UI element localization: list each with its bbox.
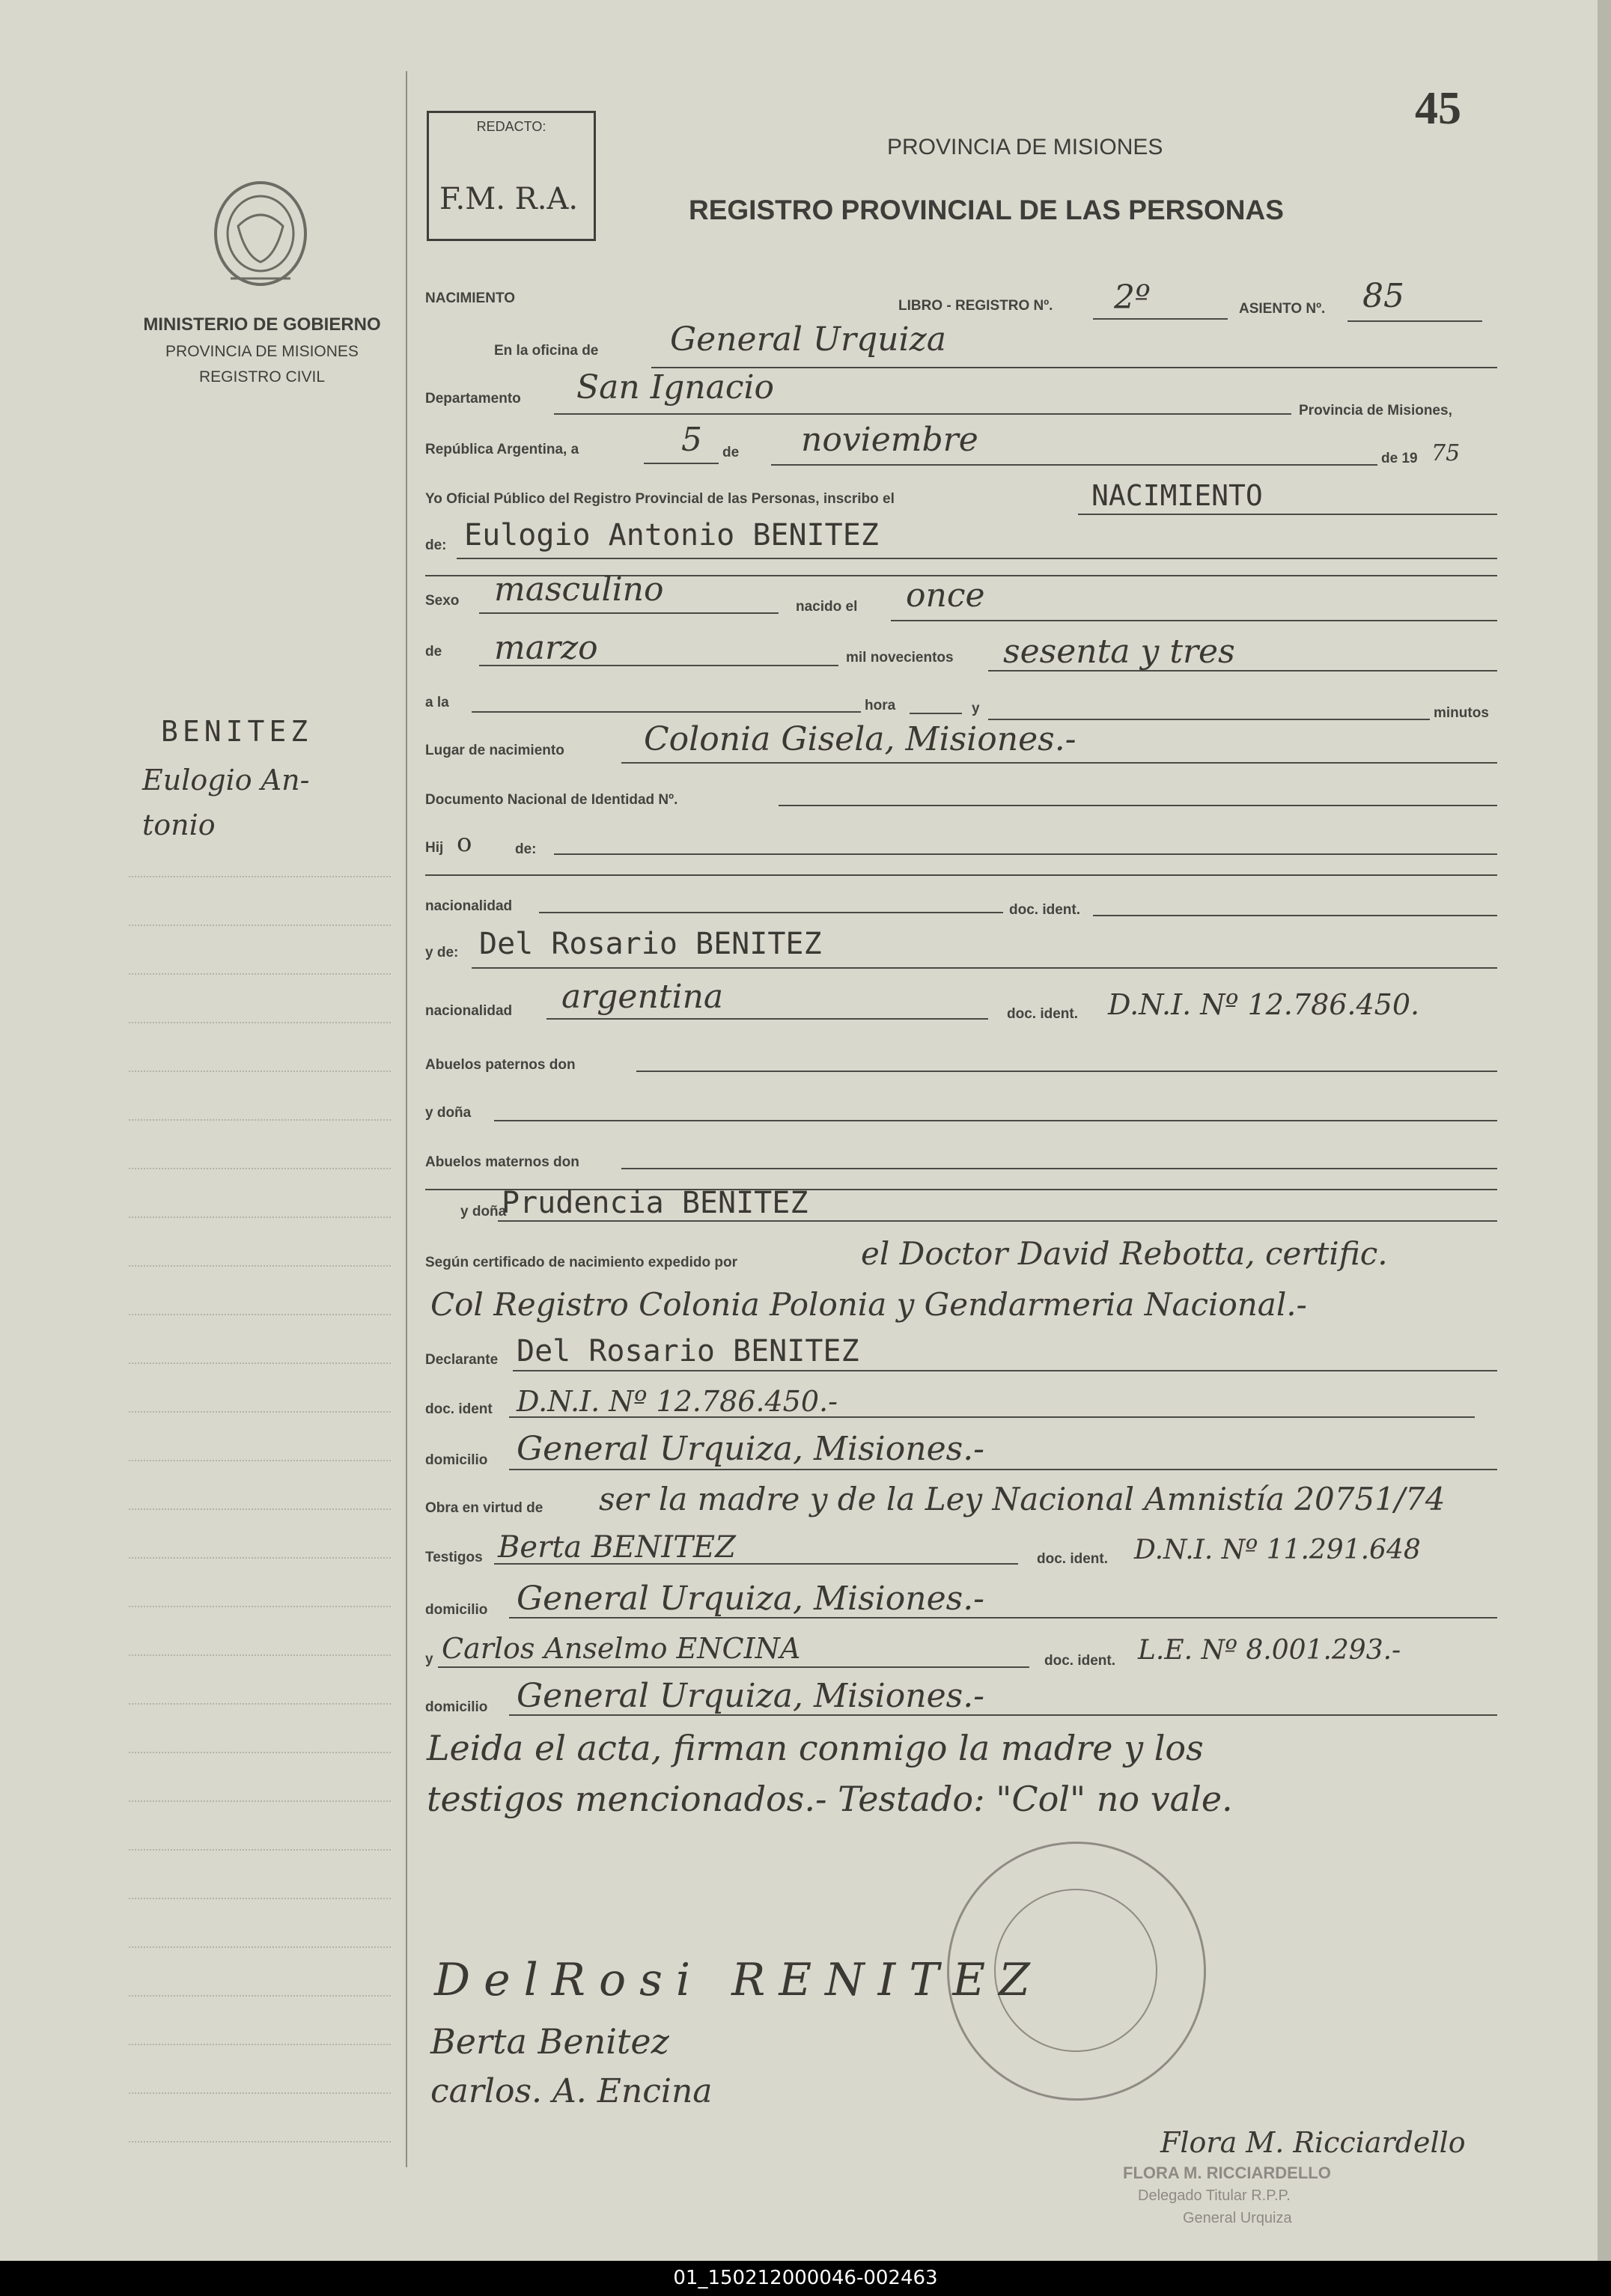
hijo-value: o: [457, 828, 472, 858]
margin-note-line1: BENITEZ: [161, 715, 313, 748]
testigo1-value: Berta BENITEZ: [498, 1530, 736, 1565]
stamp-line1: FLORA M. RICCIARDELLO: [1123, 2163, 1331, 2182]
docident3-value: D.N.I. Nº 12.786.450.-: [517, 1385, 838, 1418]
margin-rule: [129, 2092, 391, 2094]
de3-label: de: [425, 644, 442, 660]
ministry-line2: PROVINCIA DE MISIONES: [165, 343, 359, 360]
ministry-line3: REGISTRO CIVIL: [198, 368, 326, 386]
yde-label: y de:: [425, 945, 459, 960]
dni-line: [779, 805, 1497, 806]
nombre-line: [457, 558, 1497, 559]
sexo-line: [479, 612, 779, 614]
margin-rule: [129, 1606, 391, 1607]
madre-line: [472, 967, 1497, 969]
docident-line: [1093, 915, 1497, 916]
margin-rule: [129, 2141, 391, 2143]
page-number: 45: [1415, 83, 1461, 134]
abuela-mat-line: [498, 1220, 1497, 1222]
docident2-label: doc. ident.: [1007, 1006, 1078, 1022]
minutos-label: minutos: [1434, 705, 1489, 721]
margin-rule: [129, 1946, 391, 1948]
de4-label: de:: [515, 841, 537, 857]
margin-rule: [129, 1752, 391, 1753]
domicilio3-line: [509, 1714, 1497, 1716]
domicilio2-line: [509, 1617, 1497, 1619]
declarante-label: Declarante: [425, 1352, 499, 1368]
ydona2-label: y doña: [460, 1204, 507, 1219]
domicilio-line: [509, 1469, 1497, 1470]
y-label: y: [972, 701, 980, 716]
ydona-label: y doña: [425, 1105, 472, 1121]
oficial-value: NACIMIENTO: [1091, 479, 1263, 512]
de2-label: de:: [425, 538, 447, 553]
dia-line: [644, 463, 719, 464]
signature-witness1: Berta Benitez: [430, 2021, 669, 2062]
abuelos-mat-line: [621, 1168, 1497, 1169]
hijo-label: Hij: [425, 840, 444, 856]
margin-rule: [129, 973, 391, 975]
signature-mother: DelRosi RENITEZ: [434, 1954, 1044, 2006]
margin-note-line2: Eulogio An-: [142, 764, 310, 797]
declarante-value: Del Rosario BENITEZ: [517, 1334, 859, 1368]
stamp-line3: General Urquiza: [1183, 2210, 1292, 2226]
provincia-label: Provincia de Misiones,: [1299, 403, 1452, 418]
mes-nac-line: [479, 665, 838, 666]
docident3-line: [509, 1416, 1475, 1418]
docident4-label: doc. ident.: [1037, 1551, 1108, 1567]
redactado-box: [427, 111, 596, 241]
ala-label: a la: [425, 695, 449, 710]
mes-value: noviembre: [801, 421, 978, 459]
ala-line: [472, 711, 861, 713]
libro-line: [1093, 318, 1228, 320]
margin-rule: [129, 1168, 391, 1169]
sexo-value: masculino: [494, 570, 664, 609]
padre-line2: [425, 874, 1497, 876]
y2-label: y: [425, 1651, 433, 1667]
oficina-line: [651, 367, 1497, 368]
margin-rule: [129, 1071, 391, 1072]
nacionalidad-label: nacionalidad: [425, 898, 513, 914]
libro-value: 2º: [1114, 278, 1151, 317]
margin-rule: [129, 1265, 391, 1267]
nacido-line: [891, 620, 1497, 621]
stamp-line2: Delegado Titular R.P.P.: [1138, 2187, 1291, 2204]
margin-rule: [129, 1314, 391, 1315]
hora-label: hora: [865, 698, 896, 713]
nacionalidad2-value: argentina: [561, 978, 724, 1016]
dia-value: 5: [681, 421, 702, 459]
anio-nac-value: sesenta y tres: [1003, 633, 1235, 671]
nacimiento-label: NACIMIENTO: [425, 290, 515, 306]
oficial-line: [1078, 514, 1497, 515]
nacionalidad-line: [539, 912, 1003, 913]
docident5-value: L.E. Nº 8.001.293.-: [1138, 1635, 1401, 1666]
docident-label: doc. ident.: [1009, 902, 1080, 918]
domicilio-value: General Urquiza, Misiones.-: [517, 1430, 985, 1468]
margin-rule: [129, 876, 391, 877]
signature-witness2: carlos. A. Encina: [430, 2072, 713, 2110]
testigo1-line: [494, 1563, 1018, 1565]
departamento-label: Departamento: [425, 391, 521, 406]
anio-nac-line: [988, 670, 1497, 672]
nacionalidad2-label: nacionalidad: [425, 1003, 513, 1019]
closing-line1: Leida el acta, firman conmigo la madre y los: [427, 1728, 1204, 1768]
abuela-mat-value: Prudencia BENITEZ: [502, 1186, 808, 1220]
mes-line: [771, 464, 1377, 466]
ministry-seal-icon: [208, 174, 313, 293]
redactado-value: F.M. R.A.: [439, 182, 579, 216]
testigos-label: Testigos: [425, 1550, 483, 1565]
de-label: de: [722, 445, 740, 460]
segun-value2: Col Registro Colonia Polonia y Gendarmeria Nacional.-: [430, 1286, 1307, 1323]
nacionalidad2-line: [546, 1018, 988, 1020]
segun-value: el Doctor David Rebotta, certific.: [861, 1235, 1388, 1272]
nacido-value: once: [906, 576, 985, 615]
obra-value: ser la madre y de la Ley Nacional Amnistía 20751/74: [599, 1481, 1446, 1517]
abuelos-mat-label: Abuelos maternos don: [425, 1154, 579, 1170]
header-province: PROVINCIA DE MISIONES: [887, 135, 1163, 159]
margin-rule: [129, 1216, 391, 1218]
departamento-line: [554, 413, 1291, 415]
redactado-label: REDACTO:: [476, 119, 546, 134]
docident3-label: doc. ident: [425, 1401, 493, 1417]
mil-label: mil novecientos: [846, 650, 954, 666]
nacido-label: nacido el: [796, 599, 858, 615]
margin-rule: [129, 925, 391, 926]
libro-label: LIBRO - REGISTRO Nº.: [898, 298, 1053, 314]
oficina-label: En la oficina de: [494, 343, 599, 359]
signature-official: Flora M. Ricciardello: [1160, 2126, 1466, 2159]
margin-rule: [129, 1022, 391, 1023]
ministry-line1: MINISTERIO DE GOBIERNO: [143, 314, 381, 335]
margin-rule: [129, 1557, 391, 1559]
ydona-line: [494, 1120, 1497, 1121]
padre-line: [554, 853, 1497, 855]
abuelos-pat-label: Abuelos paternos don: [425, 1057, 576, 1073]
declarante-line: [513, 1370, 1497, 1371]
domicilio2-label: domicilio: [425, 1602, 488, 1618]
asiento-value: 85: [1362, 277, 1404, 315]
lugar-value: Colonia Gisela, Misiones.-: [644, 720, 1076, 758]
margin-rule: [129, 1411, 391, 1413]
dni-label: Documento Nacional de Identidad Nº.: [425, 792, 678, 808]
abuelos-pat-line: [636, 1071, 1497, 1072]
nombre-value: Eulogio Antonio BENITEZ: [464, 518, 879, 552]
oficina-value: General Urquiza: [670, 320, 946, 359]
segun-label: Según certificado de nacimiento expedido por: [425, 1255, 738, 1270]
margin-rule: [129, 1362, 391, 1364]
header-title: REGISTRO PROVINCIAL DE LAS PERSONAS: [689, 195, 1284, 225]
domicilio2-value: General Urquiza, Misiones.-: [517, 1580, 985, 1618]
lugar-label: Lugar de nacimiento: [425, 743, 564, 758]
obra-label: Obra en virtud de: [425, 1500, 543, 1516]
anio-value: 75: [1431, 440, 1461, 466]
sexo-label: Sexo: [425, 593, 460, 609]
hora-line: [910, 713, 962, 714]
testigo2-line: [438, 1666, 1029, 1668]
margin-rule: [129, 1995, 391, 1997]
margin-rule: [129, 1849, 391, 1851]
margin-rule: [129, 1800, 391, 1802]
docident2-value: D.N.I. Nº 12.786.450.: [1108, 988, 1420, 1021]
margin-rule: [129, 2044, 391, 2045]
closing-line2: testigos mencionados.- Testado: "Col" no vale.: [427, 1779, 1233, 1819]
madre-value: Del Rosario BENITEZ: [479, 927, 822, 961]
mes-nac-value: marzo: [494, 629, 598, 667]
margin-rule: [129, 1703, 391, 1705]
domicilio3-label: domicilio: [425, 1699, 488, 1715]
lugar-line: [621, 762, 1497, 764]
republica-label: República Argentina, a: [425, 442, 579, 457]
margin-rule: [129, 1654, 391, 1656]
asiento-line: [1347, 320, 1482, 322]
margin-divider-line: [406, 71, 407, 2167]
domicilio-label: domicilio: [425, 1452, 488, 1468]
footer-file-id: 01_150212000046-002463: [0, 2261, 1611, 2296]
anio-label: de 19: [1381, 451, 1418, 466]
ministry-block: [127, 314, 397, 386]
margin-note-line3: tonio: [142, 809, 216, 841]
margin-rule: [129, 1460, 391, 1461]
asiento-label: ASIENTO Nº.: [1239, 301, 1326, 317]
margin-rule: [129, 1119, 391, 1121]
oficial-label: Yo Oficial Público del Registro Provincial de las Personas, inscribo el: [425, 491, 895, 507]
domicilio3-value: General Urquiza, Misiones.-: [517, 1677, 985, 1715]
docident5-label: doc. ident.: [1044, 1653, 1115, 1669]
departamento-value: San Ignacio: [576, 368, 775, 406]
margin-rule: [129, 1898, 391, 1899]
docident4-value: D.N.I. Nº 11.291.648: [1134, 1535, 1421, 1565]
margin-rule: [129, 1508, 391, 1510]
testigo2-value: Carlos Anselmo ENCINA: [442, 1632, 801, 1665]
